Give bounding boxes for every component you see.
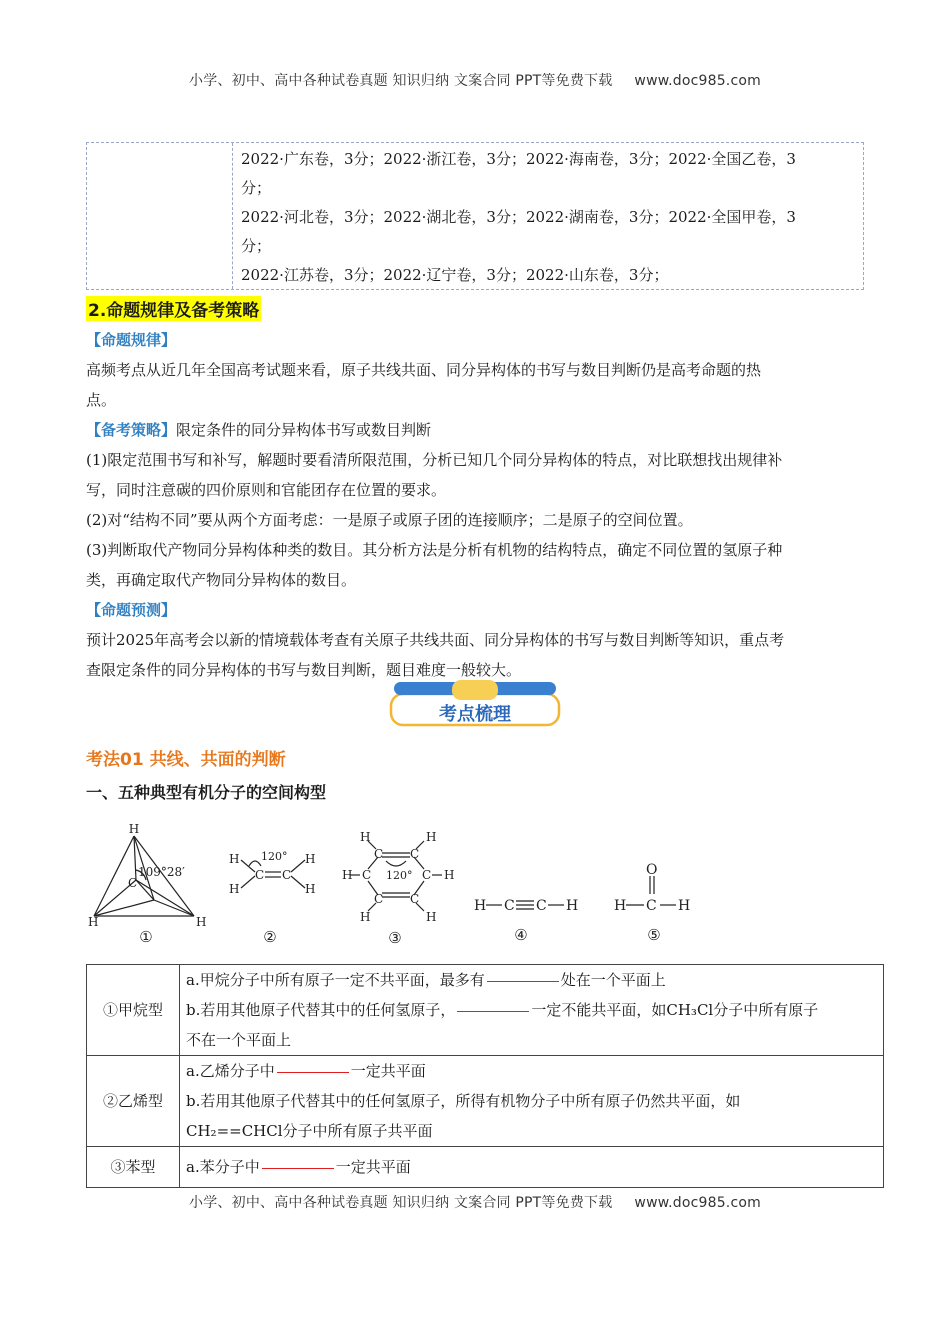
subsection-title: 一、五种典型有机分子的空间构型	[86, 783, 327, 802]
structure-type-table	[86, 964, 884, 1188]
strategy-line: (3)判断取代产物同分异构体种类的数目。其分析方法是分析有机物的结构特点，确定不同位置的氢原子种	[86, 541, 783, 559]
atom-c: C	[410, 892, 420, 906]
header-site-link[interactable]: www.doc985.com	[634, 73, 761, 89]
atom-c: C	[504, 898, 515, 914]
rule-block	[86, 325, 866, 685]
answer-blank[interactable]	[262, 1167, 334, 1169]
atom-c: C	[374, 847, 384, 861]
answer-blank[interactable]	[487, 980, 559, 982]
exam-source-table	[86, 142, 864, 290]
table-row	[87, 1056, 884, 1147]
ethylene-structure	[225, 848, 325, 948]
table-divider	[232, 143, 233, 289]
page-footer	[0, 1192, 950, 1212]
atom-h: H	[426, 910, 437, 924]
row-text: 一定不能共平面，如CH₃Cl分子中所有原子	[531, 1001, 819, 1019]
atom-c: C	[410, 847, 420, 861]
page-header	[0, 70, 950, 90]
strategy-line: 类，再确定取代产物同分异构体的数目。	[86, 571, 357, 589]
atom-h: H	[305, 882, 316, 896]
acetylene-structure	[470, 888, 585, 948]
row-text: CH₂==CHCl分子中所有原子共平面	[186, 1122, 433, 1140]
atom-c: C	[282, 868, 292, 882]
methane-structure	[82, 818, 212, 948]
atom-h: H	[342, 868, 353, 882]
atom-c: C	[646, 898, 657, 914]
atom-c: C	[362, 868, 372, 882]
answer-blank[interactable]	[277, 1071, 349, 1073]
section-heading: 2.命题规律及备考策略	[86, 296, 261, 321]
rule-tag: 【命题规律】	[86, 331, 177, 349]
row-content	[180, 1056, 884, 1147]
row-text: 一定共平面	[335, 1158, 411, 1176]
exam-source-cell	[241, 145, 851, 290]
atom-c: C	[128, 876, 138, 890]
predict-line: 查限定条件的同分异构体的书写与数目判断，题目难度一般较大。	[86, 661, 522, 679]
molecule-label: ④	[514, 926, 528, 944]
row-text: b.若用其他原子代替其中的任何氢原子，	[186, 1001, 456, 1019]
atom-h: H	[305, 852, 316, 866]
header-text: 小学、初中、高中各种试卷真题 知识归纳 文案合同 PPT等免费下载	[189, 73, 613, 89]
atom-c: C	[536, 898, 547, 914]
atom-h: H	[426, 830, 437, 844]
exam-line: 2022·广东卷，3分；2022·浙江卷，3分；2022·海南卷，3分；2022·全国乙卷，3	[241, 150, 796, 168]
atom-c: C	[374, 892, 384, 906]
badge-label: 考点梳理	[439, 704, 511, 725]
atom-h: H	[196, 915, 207, 929]
row-text: a.苯分子中	[186, 1158, 260, 1176]
kaofa-title: 考法01 共线、共面的判断	[86, 750, 286, 770]
table-row	[87, 965, 884, 1056]
methane-angle: 109°28′	[138, 865, 185, 879]
atom-h: H	[229, 882, 240, 896]
row-text: a.甲烷分子中所有原子一定不共平面，最多有	[186, 971, 485, 989]
strategy-line: (1)限定范围书写和补写，解题时要看清所限范围，分析已知几个同分异构体的特点，对比联想找出规律补	[86, 451, 783, 469]
atom-c: C	[422, 868, 432, 882]
atom-h: H	[474, 898, 487, 914]
row-key: ②乙烯型	[87, 1056, 180, 1147]
atom-h: H	[566, 898, 579, 914]
table-row	[87, 1147, 884, 1188]
row-text: 处在一个平面上	[560, 971, 666, 989]
exam-line: 分；	[241, 179, 272, 197]
kaodian-badge	[388, 680, 562, 728]
atom-o: O	[646, 862, 658, 878]
strategy-tag: 【备考策略】	[86, 421, 177, 439]
atom-h: H	[360, 910, 371, 924]
footer-text: 小学、初中、高中各种试卷真题 知识归纳 文案合同 PPT等免费下载	[189, 1195, 613, 1211]
molecule-label: ③	[388, 929, 402, 947]
exam-line: 2022·江苏卷，3分；2022·辽宁卷，3分；2022·山东卷，3分；	[241, 266, 669, 284]
predict-line: 预计2025年高考会以新的情境载体考查有关原子共线共面、同分异构体的书写与数目判断等知识，重点考	[86, 631, 785, 649]
exam-line: 分；	[241, 237, 272, 255]
rule-line: 点。	[86, 391, 117, 409]
benzene-structure	[338, 825, 458, 950]
atom-h: H	[88, 915, 99, 929]
formaldehyde-structure	[610, 860, 700, 948]
row-content	[180, 965, 884, 1056]
atom-h: H	[128, 822, 140, 836]
rule-line: 高频考点从近几年全国高考试题来看，原子共线共面、同分异构体的书写与数目判断仍是高考命题的热	[86, 361, 762, 379]
predict-tag: 【命题预测】	[86, 601, 177, 619]
molecule-label: ①	[139, 928, 153, 946]
atom-h: H	[444, 868, 455, 882]
strategy-line: (2)对“结构不同”要从两个方面考虑：一是原子或原子团的连接顺序；二是原子的空间位置。	[86, 511, 693, 529]
atom-h: H	[360, 830, 371, 844]
badge-knob	[452, 680, 498, 700]
molecule-label: ②	[263, 928, 277, 946]
atom-h: H	[678, 898, 691, 914]
atom-c: C	[255, 868, 265, 882]
exam-line: 2022·河北卷，3分；2022·湖北卷，3分；2022·湖南卷，3分；2022·全国甲卷，3	[241, 208, 796, 226]
strategy-title: 限定条件的同分异构体书写或数目判断	[176, 421, 432, 439]
benzene-angle: 120°	[386, 869, 413, 882]
row-text: b.若用其他原子代替其中的任何氢原子，所得有机物分子中所有原子仍然共平面，如	[186, 1092, 741, 1110]
row-text: 一定共平面	[350, 1062, 426, 1080]
ethylene-angle: 120°	[261, 850, 288, 863]
atom-h: H	[229, 852, 240, 866]
row-content	[180, 1147, 884, 1188]
answer-blank[interactable]	[457, 1010, 529, 1012]
atom-h: H	[614, 898, 627, 914]
row-key: ①甲烷型	[87, 965, 180, 1056]
row-text: a.乙烯分子中	[186, 1062, 275, 1080]
row-key: ③苯型	[87, 1147, 180, 1188]
strategy-line: 写，同时注意碳的四价原则和官能团存在位置的要求。	[86, 481, 447, 499]
row-text: 不在一个平面上	[186, 1031, 292, 1049]
molecule-label: ⑤	[647, 926, 661, 944]
footer-site-link[interactable]: www.doc985.com	[634, 1195, 761, 1211]
